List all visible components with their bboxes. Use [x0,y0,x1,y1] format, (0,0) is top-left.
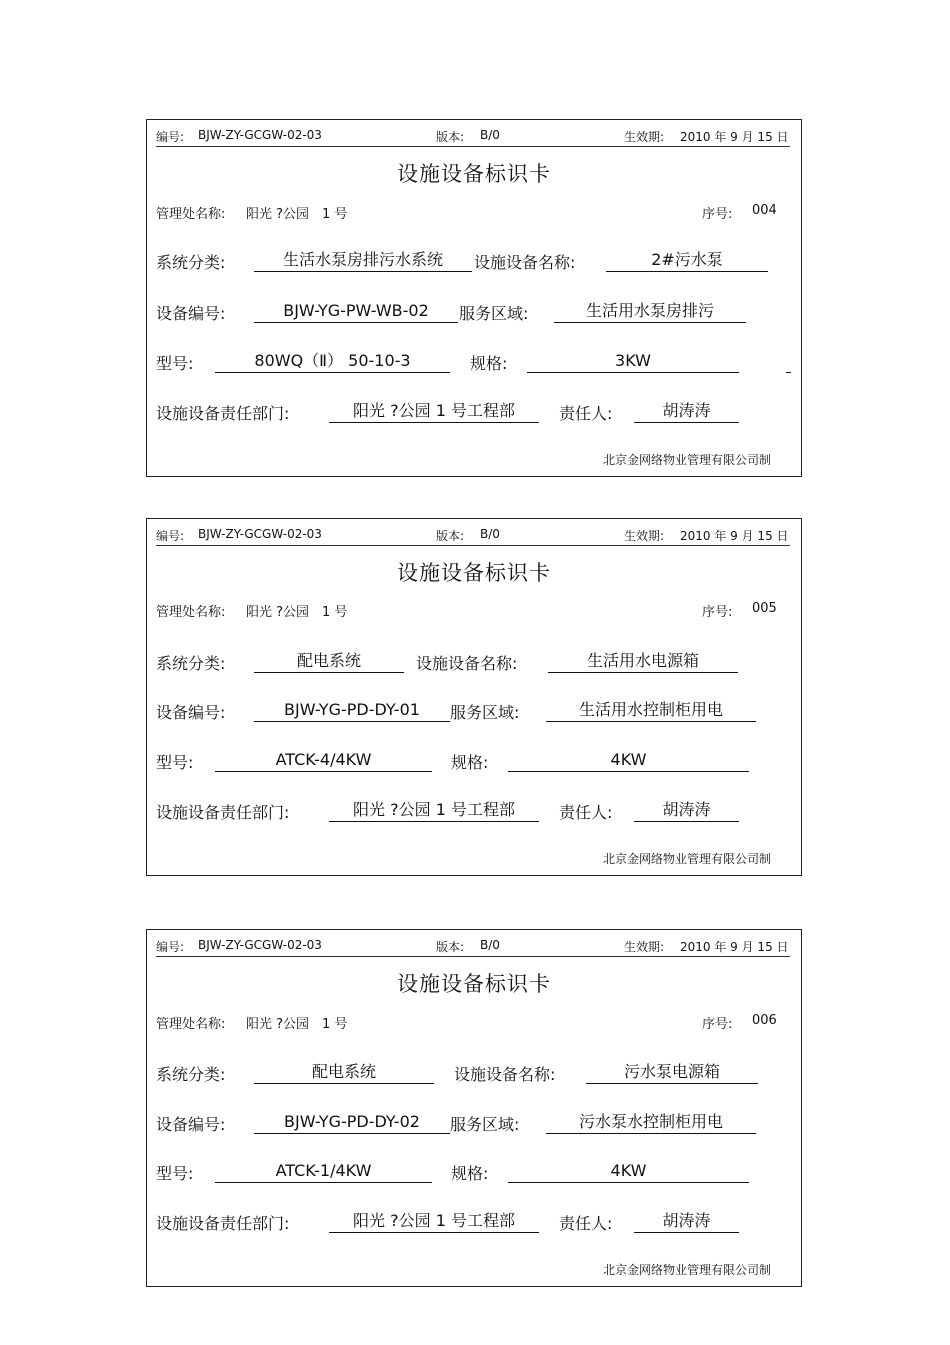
person-field: 胡涛涛 [634,1211,739,1233]
equipment-no-label: 设备编号: [156,703,226,722]
dash-mark [786,372,791,373]
equipment-no-label: 设备编号: [156,304,226,323]
system-label: 系统分类: [156,1065,226,1084]
header-rule [156,146,790,147]
dept-label: 设施设备责任部门: [156,803,290,822]
spec-label: 规格: [470,354,508,373]
system-label: 系统分类: [156,654,226,673]
card-title: 设施设备标识卡 [397,972,551,996]
equipment-name-label: 设施设备名称: [454,1065,556,1084]
office-label: 管理处名称: [156,207,226,222]
card-title: 设施设备标识卡 [397,561,551,585]
office-value: 阳光 ?公园 1 号 [246,207,348,222]
system-field: 配电系统 [254,1062,434,1084]
equipment-no-label: 设备编号: [156,1115,226,1134]
person-label: 责任人: [559,404,613,423]
equipment-name-field: 2#污水泵 [606,250,768,272]
header-rule [156,956,790,957]
effective-label: 生效期: [624,130,665,144]
header-rule [156,545,790,546]
card-footer: 北京金网络物业管理有限公司制 [602,852,771,866]
equipment-card-2 [146,518,802,876]
person-field: 胡涛涛 [634,401,739,423]
effective-date: 2010 年 9 月 15 日 [680,529,789,543]
model-label: 型号: [156,354,194,373]
serial-label: 序号: [702,207,733,222]
effective-label: 生效期: [624,940,665,954]
version-value: B/0 [480,527,500,541]
office-value: 阳光 ?公园 1 号 [246,605,348,620]
serial-label: 序号: [702,605,733,620]
office-value: 阳光 ?公园 1 号 [246,1017,348,1032]
person-label: 责任人: [559,1214,613,1233]
person-field: 胡涛涛 [634,800,739,822]
person-label: 责任人: [559,803,613,822]
code-value: BJW-ZY-GCGW-02-03 [198,938,322,952]
system-label: 系统分类: [156,253,226,272]
service-area-field: 生活用水控制柜用电 [546,700,756,722]
equipment-no-field: BJW-YG-PD-DY-01 [254,700,450,722]
spec-field: 3KW [527,351,739,373]
office-label: 管理处名称: [156,605,226,620]
dept-field: 阳光 ?公园 1 号工程部 [329,401,539,423]
system-field: 生活水泵房排污水系统 [254,250,472,272]
system-field: 配电系统 [254,651,404,673]
service-area-label: 服务区域: [459,304,529,323]
spec-field: 4KW [508,1161,749,1183]
card-footer: 北京金网络物业管理有限公司制 [602,1263,771,1277]
effective-label: 生效期: [624,529,665,543]
service-area-label: 服务区域: [450,1115,520,1134]
spec-label: 规格: [451,753,489,772]
version-value: B/0 [480,128,500,142]
dept-field: 阳光 ?公园 1 号工程部 [329,800,539,822]
service-area-field: 生活用水泵房排污 [554,301,746,323]
effective-date: 2010 年 9 月 15 日 [680,940,789,954]
serial-label: 序号: [702,1017,733,1032]
model-field: ATCK-4/4KW [215,750,432,772]
office-label: 管理处名称: [156,1017,226,1032]
equipment-name-label: 设施设备名称: [416,654,518,673]
model-label: 型号: [156,753,194,772]
model-field: 80WQ（Ⅱ） 50-10-3 [215,351,450,373]
service-area-field: 污水泵水控制柜用电 [546,1112,756,1134]
equipment-no-field: BJW-YG-PW-WB-02 [254,301,458,323]
card-footer: 北京金网络物业管理有限公司制 [602,453,771,467]
version-label: 版本: [436,130,465,144]
spec-label: 规格: [451,1164,489,1183]
dept-field: 阳光 ?公园 1 号工程部 [329,1211,539,1233]
dept-label: 设施设备责任部门: [156,1214,290,1233]
model-field: ATCK-1/4KW [215,1161,432,1183]
equipment-name-field: 污水泵电源箱 [586,1062,758,1084]
equipment-name-field: 生活用水电源箱 [548,651,738,673]
serial-value: 006 [752,1013,777,1028]
version-label: 版本: [436,940,465,954]
serial-value: 005 [752,601,777,616]
version-label: 版本: [436,529,465,543]
model-label: 型号: [156,1164,194,1183]
equipment-card-1 [146,119,802,477]
service-area-label: 服务区域: [450,703,520,722]
dept-label: 设施设备责任部门: [156,404,290,423]
version-value: B/0 [480,938,500,952]
equipment-card-3 [146,929,802,1287]
card-title: 设施设备标识卡 [397,162,551,186]
spec-field: 4KW [508,750,749,772]
code-label: 编号: [156,529,185,543]
code-value: BJW-ZY-GCGW-02-03 [198,527,322,541]
code-label: 编号: [156,130,185,144]
equipment-name-label: 设施设备名称: [474,253,576,272]
equipment-no-field: BJW-YG-PD-DY-02 [254,1112,450,1134]
code-value: BJW-ZY-GCGW-02-03 [198,128,322,142]
code-label: 编号: [156,940,185,954]
effective-date: 2010 年 9 月 15 日 [680,130,789,144]
serial-value: 004 [752,203,777,218]
